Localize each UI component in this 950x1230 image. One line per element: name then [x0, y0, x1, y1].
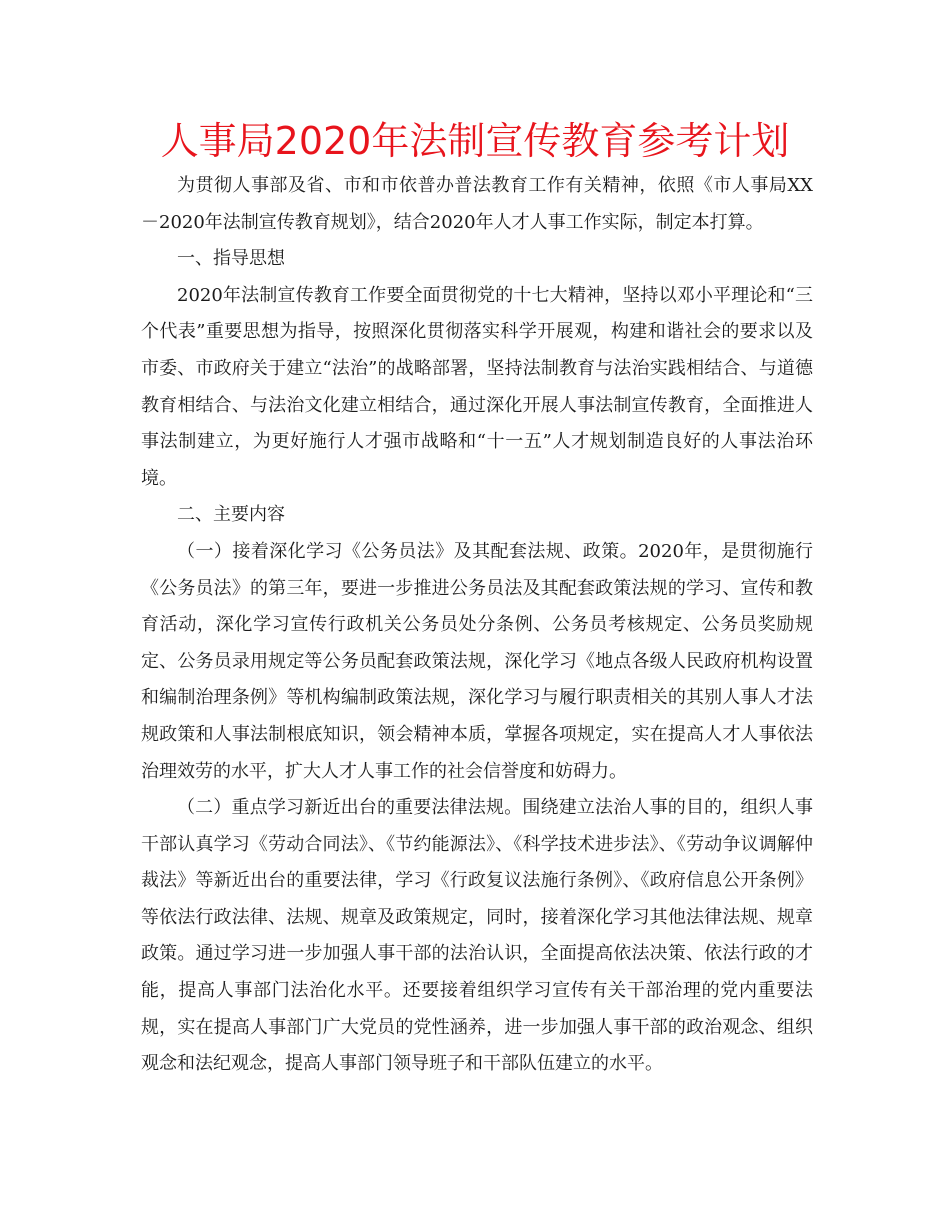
- document-body: [141, 168, 813, 1083]
- guiding-thought-paragraph: 2020年法制宣传教育工作要全面贯彻党的十七大精神，坚持以邓小平理论和“三个代表”重要思想为指导，按照深化贯彻落实科学开展观，构建和谐社会的要求以及市委、市政府关于建立“法治”的战略部署，坚持法制教育与法治实践相结合、与道德教育相结合、与法治文化建立相结合，通过深化开展人事法制宣传教育，全面推进人事法制建立，为更好施行人才强市战略和“十一五”人才规划制造良好的人事法治环境。: [141, 284, 813, 489]
- intro-paragraph: 为贯彻人事部及省、市和市依普办普法教育工作有关精神，依照《市人事局XX－2020年法制宣传教育规划》，结合2020年人才人事工作实际，制定本打算。: [141, 175, 813, 233]
- document-title: 人事局2020年法制宣传教育参考计划: [160, 119, 790, 163]
- section-heading-main-content: 二、主要内容: [177, 504, 285, 526]
- section-heading-guiding-thought: 一、指导思想: [177, 248, 285, 270]
- main-content-item-1: （一）接着深化学习《公务员法》及其配套法规、政策。2020年，是贯彻施行《公务员法》的第三年，要进一步推进公务员法及其配套政策法规的学习、宣传和教育活动，深化学习宣传行政机关公务员处分条例、公务员考核规定、公务员奖励规定、公务员录用规定等公务员配套政策法规，深化学习《地点各级人民政府机构设置和编制治理条例》等机构编制政策法规，深化学习与履行职责相关的其别人事人才法规政策和人事法制根底知识，领会精神本质，掌握各项规定，实在提高人才人事依法治理效劳的水平，扩大人才人事工作的社会信誉度和妨碍力。: [141, 540, 813, 782]
- main-content-item-2: （二）重点学习新近出台的重要法律法规。围绕建立法治人事的目的，组织人事干部认真学习《劳动合同法》、《节约能源法》、《科学技术进步法》、《劳动争议调解仲裁法》等新近出台的重要法律，学习《行政复议法施行条例》、《政府信息公开条例》等依法行政法律、法规、规章及政策规定，同时，接着深化学习其他法律法规、规章政策。通过学习进一步加强人事干部的法治认识，全面提高依法决策、依法行政的才能，提高人事部门法治化水平。还要接着组织学习宣传有关干部治理的党内重要法规，实在提高人事部门广大党员的党性涵养，进一步加强人事干部的政治观念、组织观念和法纪观念，提高人事部门领导班子和干部队伍建立的水平。: [141, 797, 813, 1075]
